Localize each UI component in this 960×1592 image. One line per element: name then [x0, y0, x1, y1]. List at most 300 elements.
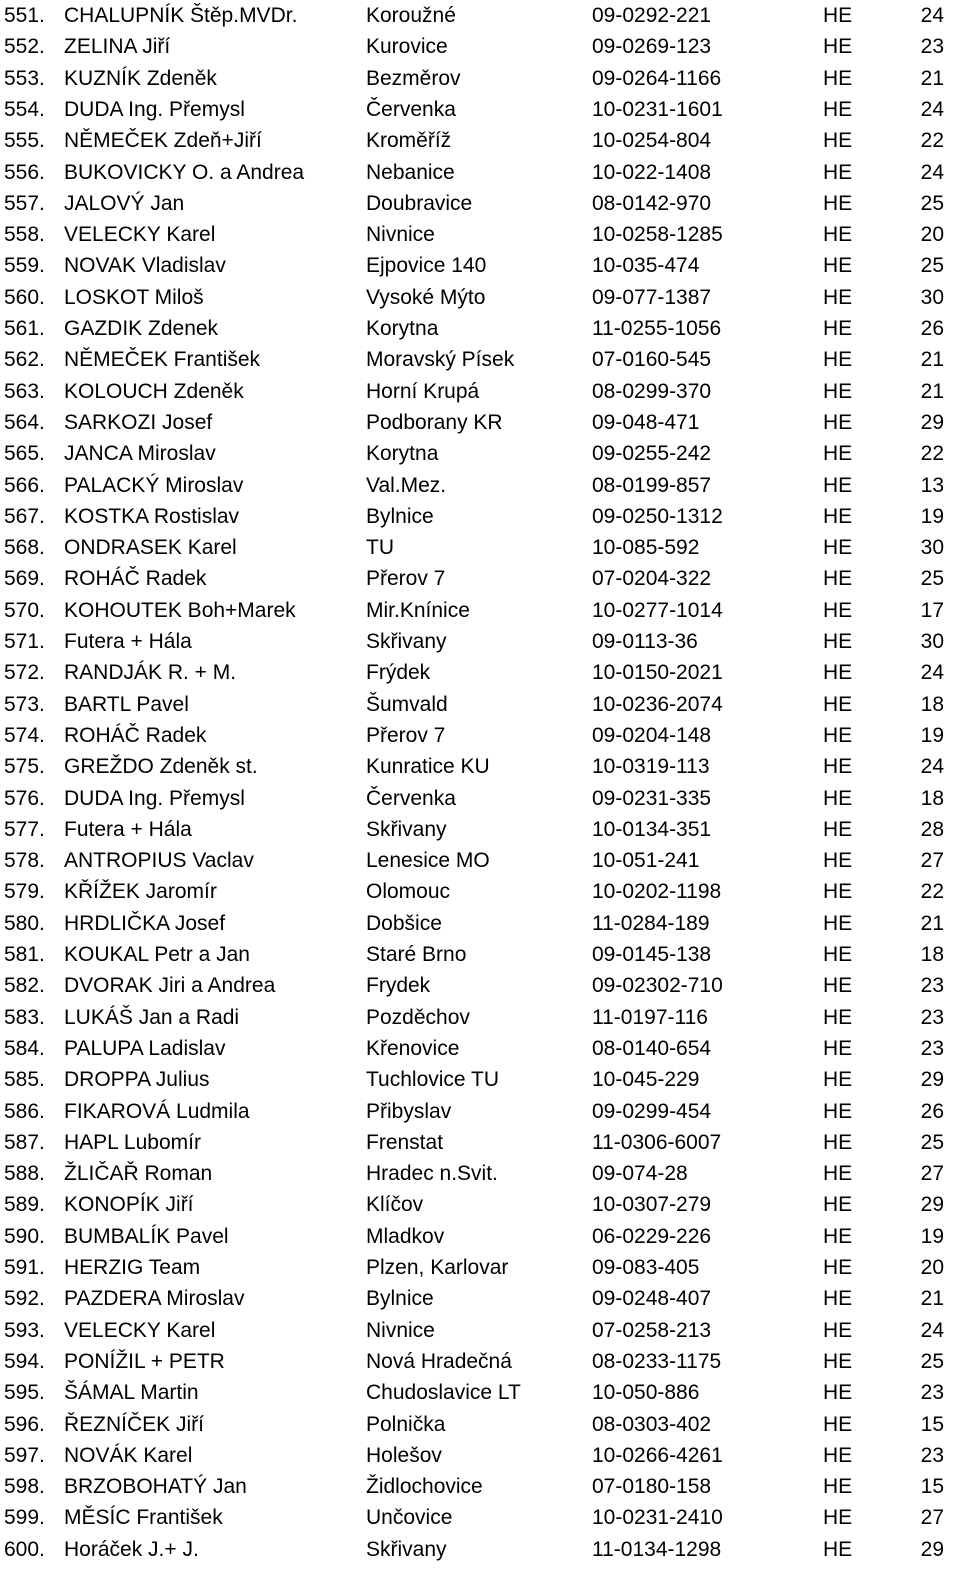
entry-name: ANTROPIUS Vaclav: [64, 849, 254, 873]
entry-category: HE: [823, 692, 853, 716]
entry-place: Lenesice MO: [366, 849, 490, 873]
entry-code: 10-022-1408: [592, 160, 712, 184]
entry-name: CHALUPNÍK Štěp.MVDr.: [64, 4, 298, 27]
entry-name: BUMBALÍK Pavel: [64, 1224, 229, 1248]
entry-code: 09-0204-148: [592, 723, 712, 747]
entry-place: Šumvald: [366, 692, 448, 716]
entry-name: LOSKOT Miloš: [64, 285, 204, 309]
list-row: [0, 595, 960, 626]
entry-number: 563.: [4, 379, 45, 403]
entry-category: HE: [823, 786, 853, 810]
entry-place: Kunratice KU: [366, 755, 490, 779]
list-row: [0, 1471, 960, 1502]
entry-place: Křenovice: [366, 1036, 460, 1060]
entry-code: 09-0255-242: [592, 442, 712, 466]
entry-name: HERZIG Team: [64, 1256, 201, 1279]
entry-name: GREŽDO Zdeněk st.: [64, 755, 258, 779]
entry-category: HE: [823, 4, 853, 27]
entry-code: 07-0180-158: [592, 1475, 712, 1499]
entry-place: Polnička: [366, 1412, 446, 1436]
entry-count: 20: [920, 1256, 944, 1279]
list-row: [0, 1221, 960, 1252]
entry-number: 564.: [4, 410, 45, 434]
entry-code: 09-0250-1312: [592, 504, 723, 528]
entry-code: 07-0258-213: [592, 1318, 712, 1342]
entry-count: 24: [920, 1318, 944, 1342]
list-row: [0, 376, 960, 407]
entry-number: 572.: [4, 661, 45, 685]
entry-place: Červenka: [366, 97, 456, 121]
entry-number: 551.: [4, 4, 45, 27]
list-row: [0, 1346, 960, 1377]
entry-number: 585.: [4, 1068, 45, 1092]
entry-code: 10-050-886: [592, 1381, 700, 1405]
entry-category: HE: [823, 379, 853, 403]
entry-place: TU: [366, 536, 394, 560]
entry-number: 553.: [4, 66, 45, 90]
list-row: [0, 783, 960, 814]
entry-name: PAZDERA Miroslav: [64, 1287, 245, 1311]
entry-place: Pozděchov: [366, 1005, 470, 1029]
entry-count: 19: [920, 504, 944, 528]
entry-place: Korytna: [366, 317, 439, 340]
entry-count: 20: [920, 223, 944, 247]
entry-category: HE: [823, 129, 853, 153]
list-row: [0, 939, 960, 970]
entry-name: ŠÁMAL Martin: [64, 1381, 199, 1405]
entry-count: 15: [920, 1412, 944, 1436]
entry-count: 25: [920, 1130, 944, 1154]
entry-code: 11-0284-189: [592, 911, 710, 935]
entry-category: HE: [823, 1005, 853, 1029]
list-row: [0, 1189, 960, 1220]
entry-count: 23: [920, 35, 944, 59]
entry-name: HAPL Lubomír: [64, 1130, 201, 1154]
entry-code: 06-0229-226: [592, 1224, 712, 1248]
entry-name: NOVAK Vladislav: [64, 254, 226, 278]
entry-number: 582.: [4, 974, 45, 998]
entry-code: 09-074-28: [592, 1162, 688, 1186]
entry-code: 09-0145-138: [592, 943, 712, 966]
entry-place: Moravský Písek: [366, 348, 515, 372]
entry-count: 27: [920, 1162, 944, 1186]
entry-count: 30: [920, 285, 944, 309]
list-row: [0, 1315, 960, 1346]
entry-name: DUDA Ing. Přemysl: [64, 97, 245, 121]
entry-code: 09-0299-454: [592, 1099, 712, 1123]
entry-count: 29: [920, 1193, 944, 1217]
list-row: [0, 1033, 960, 1064]
entry-place: Staré Brno: [366, 943, 467, 966]
entry-category: HE: [823, 974, 853, 998]
entry-code: 10-0231-1601: [592, 97, 723, 121]
entry-category: HE: [823, 755, 853, 779]
entry-code: 08-0199-857: [592, 473, 712, 497]
entry-count: 18: [920, 943, 944, 966]
entry-code: 11-0197-116: [592, 1005, 708, 1029]
entry-code: 09-0113-36: [592, 630, 698, 653]
entry-code: 08-0303-402: [592, 1412, 712, 1436]
entry-number: 565.: [4, 442, 45, 466]
entry-name: ŘEZNÍČEK Jiří: [64, 1412, 205, 1436]
entry-count: 21: [920, 379, 944, 403]
entry-name: SARKOZI Josef: [64, 410, 213, 434]
list-row: [0, 157, 960, 188]
entry-count: 24: [920, 661, 944, 685]
entry-category: HE: [823, 1443, 853, 1467]
entry-name: KOSTKA Rostislav: [64, 504, 240, 528]
list-row: [0, 563, 960, 594]
entry-count: 19: [920, 723, 944, 747]
entry-place: Přerov 7: [366, 567, 446, 591]
entry-name: NĚMEČEK František: [64, 348, 261, 372]
list-row: [0, 970, 960, 1001]
entry-number: 562.: [4, 348, 45, 372]
list-row: [0, 751, 960, 782]
entry-category: HE: [823, 317, 853, 340]
entry-place: Přibyslav: [366, 1099, 452, 1123]
entry-place: Hradec n.Svit.: [366, 1162, 498, 1186]
entry-count: 29: [920, 1068, 944, 1092]
entry-number: 570.: [4, 598, 45, 622]
entry-number: 574.: [4, 723, 45, 747]
entry-count: 18: [920, 786, 944, 810]
entry-number: 594.: [4, 1349, 45, 1373]
list-row: [0, 438, 960, 469]
entry-code: 10-0307-279: [592, 1193, 712, 1217]
entry-category: HE: [823, 348, 853, 372]
entry-place: Kroměříž: [366, 129, 452, 153]
entry-category: HE: [823, 661, 853, 685]
entry-number: 591.: [4, 1256, 45, 1279]
entry-category: HE: [823, 1287, 853, 1311]
entry-category: HE: [823, 1349, 853, 1373]
entry-category: HE: [823, 1412, 853, 1436]
entry-place: Bezměrov: [366, 66, 461, 90]
entry-number: 578.: [4, 849, 45, 873]
entry-count: 26: [920, 1099, 944, 1123]
entry-place: Červenka: [366, 786, 456, 810]
entry-code: 08-0140-654: [592, 1036, 712, 1060]
entry-category: HE: [823, 473, 853, 497]
entry-count: 15: [920, 1475, 944, 1499]
entry-count: 21: [920, 911, 944, 935]
list-row: [0, 1002, 960, 1033]
entry-name: GAZDIK Zdenek: [64, 317, 219, 340]
entry-count: 21: [920, 1287, 944, 1311]
entry-name: Futera + Hála: [64, 630, 192, 653]
list-row: [0, 282, 960, 313]
entry-code: 09-0292-221: [592, 4, 712, 27]
entry-place: Holešov: [366, 1443, 442, 1467]
entry-category: HE: [823, 160, 853, 184]
entry-number: 575.: [4, 755, 45, 779]
entry-place: Bylnice: [366, 504, 434, 528]
entry-code: 08-0299-370: [592, 379, 712, 403]
entry-code: 09-02302-710: [592, 974, 723, 998]
entry-code: 10-0258-1285: [592, 223, 723, 247]
list-row: [0, 1534, 960, 1565]
entry-name: RANDJÁK R. + M.: [64, 661, 237, 685]
entry-category: HE: [823, 1318, 853, 1342]
entry-category: HE: [823, 97, 853, 121]
list-row: [0, 219, 960, 250]
entry-place: Frydek: [366, 974, 431, 998]
entry-place: Kurovice: [366, 35, 448, 59]
entry-count: 25: [920, 191, 944, 215]
entry-count: 25: [920, 1349, 944, 1373]
entry-count: 25: [920, 254, 944, 278]
entry-number: 592.: [4, 1287, 45, 1311]
entry-code: 07-0160-545: [592, 348, 712, 372]
entry-code: 10-0254-804: [592, 129, 712, 153]
entry-name: DROPPA Julius: [64, 1068, 210, 1092]
entry-name: KOUKAL Petr a Jan: [64, 943, 250, 966]
entry-name: DUDA Ing. Přemysl: [64, 786, 245, 810]
entry-name: PONÍŽIL + PETR: [64, 1349, 225, 1373]
entry-category: HE: [823, 1068, 853, 1092]
list-row: [0, 344, 960, 375]
entry-place: Unčovice: [366, 1506, 453, 1530]
entry-number: 573.: [4, 692, 45, 716]
entry-count: 24: [920, 755, 944, 779]
entry-category: HE: [823, 1130, 853, 1154]
list-row: [0, 657, 960, 688]
entry-number: 595.: [4, 1381, 45, 1405]
list-row: [0, 814, 960, 845]
list-row: [0, 845, 960, 876]
entry-count: 18: [920, 692, 944, 716]
entry-number: 554.: [4, 97, 45, 121]
entry-count: 27: [920, 849, 944, 873]
entry-place: Plzen, Karlovar: [366, 1256, 509, 1279]
entry-name: ONDRASEK Karel: [64, 536, 237, 560]
entry-code: 09-077-1387: [592, 285, 712, 309]
entry-place: Val.Mez.: [366, 473, 447, 497]
entry-name: JANCA Miroslav: [64, 442, 216, 466]
entry-code: 08-0233-1175: [592, 1349, 722, 1373]
entry-place: Skřivany: [366, 630, 447, 653]
entry-code: 10-035-474: [592, 254, 700, 278]
entry-category: HE: [823, 1099, 853, 1123]
entry-name: ŽLIČAŘ Roman: [64, 1162, 213, 1186]
entry-name: PALUPA Ladislav: [64, 1036, 226, 1060]
entry-count: 30: [920, 536, 944, 560]
entry-code: 10-0231-2410: [592, 1506, 723, 1530]
list-row: [0, 1409, 960, 1440]
entry-count: 24: [920, 4, 944, 27]
list-row: [0, 720, 960, 751]
entry-count: 23: [920, 1381, 944, 1405]
list-row: [0, 908, 960, 939]
entry-count: 13: [920, 473, 944, 497]
entry-number: 581.: [4, 943, 45, 966]
entry-number: 559.: [4, 254, 45, 278]
entry-count: 24: [920, 160, 944, 184]
entry-number: 560.: [4, 285, 45, 309]
entry-name: VELECKY Karel: [64, 1318, 216, 1342]
entry-name: BUKOVICKY O. a Andrea: [64, 160, 305, 184]
entry-code: 09-0231-335: [592, 786, 712, 810]
entry-number: 567.: [4, 504, 45, 528]
entry-number: 556.: [4, 160, 45, 184]
entry-place: Frenstat: [366, 1130, 444, 1154]
list-row: [0, 1252, 960, 1283]
list-row: [0, 876, 960, 907]
entry-number: 579.: [4, 880, 45, 904]
entry-name: FIKAROVÁ Ludmila: [64, 1099, 250, 1123]
entry-category: HE: [823, 1193, 853, 1217]
list-row: [0, 313, 960, 344]
entry-name: DVORAK Jiri a Andrea: [64, 974, 276, 998]
entry-number: 552.: [4, 35, 45, 59]
entry-count: 29: [920, 410, 944, 434]
entry-number: 596.: [4, 1412, 45, 1436]
entry-place: Skřivany: [366, 1537, 447, 1561]
entry-name: VELECKY Karel: [64, 223, 216, 247]
entry-name: BARTL Pavel: [64, 692, 189, 716]
list-row: [0, 1283, 960, 1314]
entry-count: 22: [920, 129, 944, 153]
entry-number: 580.: [4, 911, 45, 935]
entry-code: 09-048-471: [592, 410, 700, 434]
entry-category: HE: [823, 504, 853, 528]
entry-place: Nebanice: [366, 160, 455, 184]
entry-name: NOVÁK Karel: [64, 1443, 193, 1467]
entry-code: 10-085-592: [592, 536, 700, 560]
entry-code: 10-0134-351: [592, 817, 712, 841]
entry-name: NĚMEČEK Zdeň+Jiří: [64, 129, 262, 153]
entry-name: PALACKÝ Miroslav: [64, 473, 244, 497]
entry-number: 568.: [4, 536, 45, 560]
entry-name: ZELINA Jiří: [64, 35, 171, 59]
entry-count: 23: [920, 1036, 944, 1060]
entry-name: JALOVÝ Jan: [64, 191, 185, 215]
entry-category: HE: [823, 567, 853, 591]
entry-code: 09-083-405: [592, 1256, 700, 1279]
entry-count: 22: [920, 442, 944, 466]
list-row: [0, 626, 960, 657]
entry-category: HE: [823, 880, 853, 904]
entry-place: Klíčov: [366, 1193, 424, 1217]
entry-category: HE: [823, 817, 853, 841]
entry-count: 28: [920, 817, 944, 841]
entry-count: 27: [920, 1506, 944, 1530]
entry-place: Tuchlovice TU: [366, 1068, 500, 1092]
list-row: [0, 1096, 960, 1127]
entry-name: HRDLIČKA Josef: [64, 911, 226, 935]
entry-code: 09-0269-123: [592, 35, 712, 59]
entry-place: Olomouc: [366, 880, 451, 904]
entry-number: 599.: [4, 1506, 45, 1530]
entry-category: HE: [823, 1256, 853, 1279]
entry-category: HE: [823, 1162, 853, 1186]
entry-category: HE: [823, 536, 853, 560]
entry-number: 589.: [4, 1193, 45, 1217]
entry-number: 561.: [4, 317, 45, 340]
entry-category: HE: [823, 630, 853, 653]
entry-name: KŘÍŽEK Jaromír: [64, 880, 217, 904]
entry-category: HE: [823, 723, 853, 747]
entry-place: Skřivany: [366, 817, 447, 841]
list-row: [0, 1502, 960, 1533]
list-row: [0, 470, 960, 501]
entry-place: Dobšice: [366, 911, 442, 935]
entry-number: 597.: [4, 1443, 45, 1467]
entry-count: 21: [920, 66, 944, 90]
entry-count: 17: [920, 598, 944, 622]
entry-code: 10-045-229: [592, 1068, 700, 1092]
list-row: [0, 188, 960, 219]
list-row: [0, 94, 960, 125]
list-row: [0, 250, 960, 281]
entry-number: 557.: [4, 191, 45, 215]
entry-category: HE: [823, 1506, 853, 1530]
entry-code: 09-0264-1166: [592, 66, 722, 90]
entry-category: HE: [823, 911, 853, 935]
entry-name: KONOPÍK Jiří: [64, 1193, 194, 1217]
entry-place: Horní Krupá: [366, 379, 480, 403]
entry-category: HE: [823, 598, 853, 622]
entry-number: 555.: [4, 129, 45, 153]
entry-name: KUZNÍK Zdeněk: [64, 66, 217, 90]
entry-code: 10-051-241: [592, 849, 700, 873]
list-row: [0, 532, 960, 563]
entry-number: 577.: [4, 817, 45, 841]
entry-count: 24: [920, 97, 944, 121]
entry-code: 10-0202-1198: [592, 880, 722, 904]
entry-number: 587.: [4, 1130, 45, 1154]
entry-number: 569.: [4, 567, 45, 591]
entry-place: Doubravice: [366, 191, 473, 215]
entry-category: HE: [823, 66, 853, 90]
entry-number: 576.: [4, 786, 45, 810]
entry-place: Koroužné: [366, 4, 456, 27]
entry-name: Horáček J.+ J.: [64, 1537, 199, 1561]
entry-category: HE: [823, 1475, 853, 1499]
list-row: [0, 125, 960, 156]
entry-name: KOLOUCH Zdeněk: [64, 379, 244, 403]
entry-category: HE: [823, 943, 853, 966]
entry-count: 29: [920, 1537, 944, 1561]
list-row: [0, 31, 960, 62]
entry-count: 23: [920, 1443, 944, 1467]
entry-name: KOHOUTEK Boh+Marek: [64, 598, 296, 622]
entry-place: Židlochovice: [366, 1475, 483, 1499]
list-row: [0, 1127, 960, 1158]
entry-number: 571.: [4, 630, 45, 653]
entry-category: HE: [823, 35, 853, 59]
entry-place: Podborany KR: [366, 410, 503, 434]
entry-number: 593.: [4, 1318, 45, 1342]
entry-number: 583.: [4, 1005, 45, 1029]
entry-place: Korytna: [366, 442, 439, 466]
list-row: [0, 1158, 960, 1189]
entry-code: 11-0255-1056: [592, 317, 722, 340]
entry-place: Nivnice: [366, 1318, 435, 1342]
entry-name: BRZOBOHATÝ Jan: [64, 1475, 247, 1499]
entry-count: 23: [920, 1005, 944, 1029]
entry-count: 23: [920, 974, 944, 998]
entry-place: Mir.Knínice: [366, 598, 470, 622]
entry-code: 07-0204-322: [592, 567, 712, 591]
entry-count: 30: [920, 630, 944, 653]
entry-number: 600.: [4, 1537, 45, 1561]
entry-code: 11-0134-1298: [592, 1537, 722, 1561]
entry-count: 22: [920, 880, 944, 904]
entry-count: 25: [920, 567, 944, 591]
entry-place: Vysoké Mýto: [366, 285, 486, 309]
